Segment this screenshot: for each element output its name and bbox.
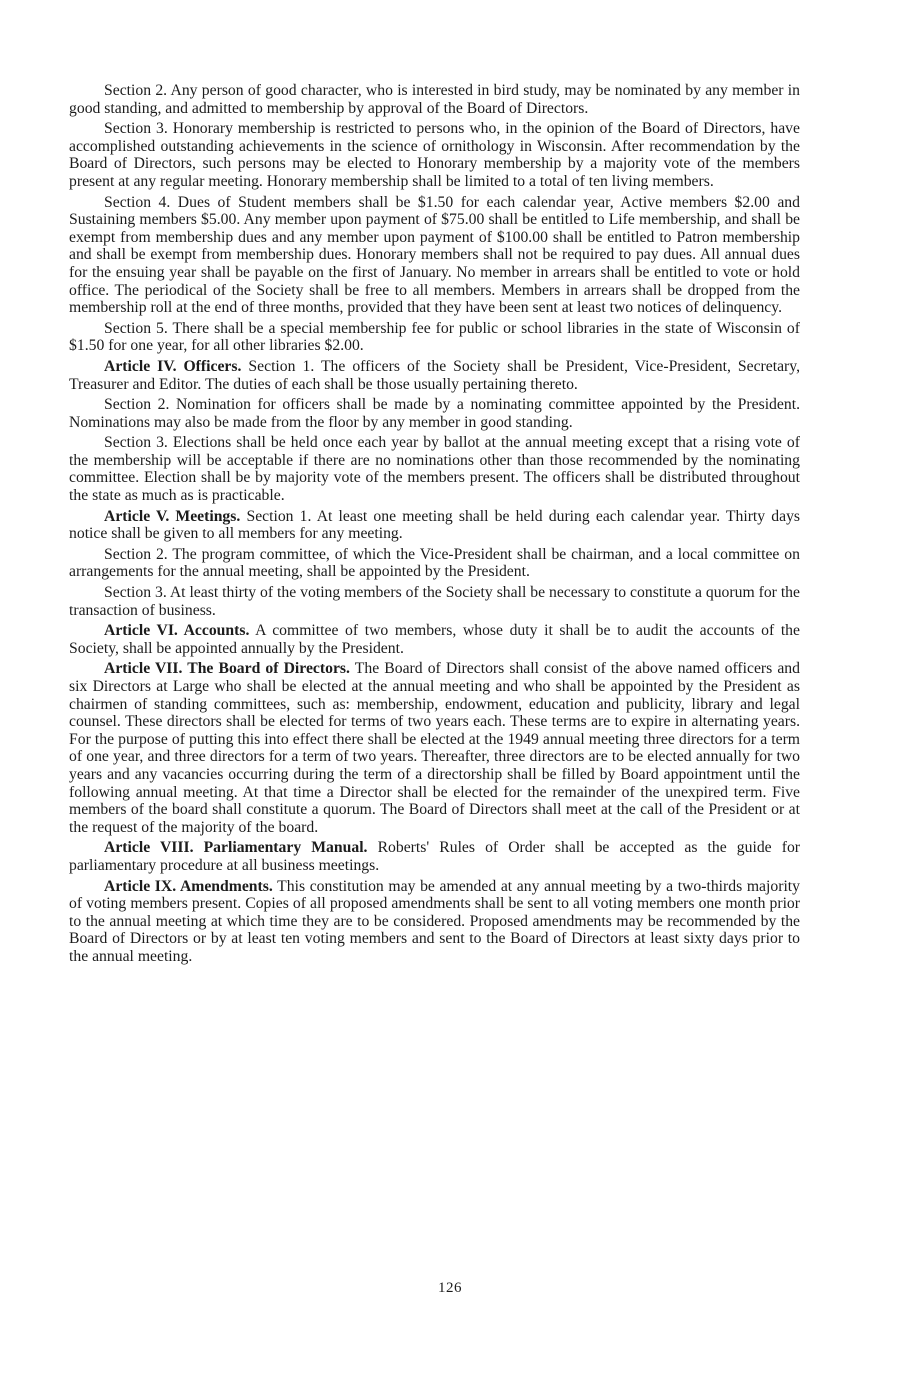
paragraph-meetings-section-2 <box>69 546 800 581</box>
paragraph-text: Section 1. The officers of the Society shall be President, Vice-President, Secretary, Treasurer and Editor. The duties of each shall be those usually pertaining thereto. <box>69 357 801 393</box>
paragraph-text: This constitution may be amended at any annual meeting by a two-thirds majority of voting members present. Copies of all proposed amendments shall be sent to all voting members one month prior to the annual meeting at which time they are to be considered. Proposed amendments may be recommended by the Board of Directors or by at least ten voting members and sent to the Board of Directors at least sixty days prior to the annual meeting. <box>69 877 800 965</box>
paragraph-article-ix <box>69 878 800 966</box>
paragraph-officers-section-2 <box>69 396 800 431</box>
paragraph-membership-section-5 <box>69 320 800 355</box>
paragraph-text: Roberts' Rules of Order shall be accepted as the guide for parliamentary procedure at all business meetings. <box>69 839 801 874</box>
paragraph-membership-section-3 <box>69 120 800 190</box>
paragraph-text: Section 2. Nomination for officers shall be made by a nominating committee appointed by the President. Nominations may also be made from the floor by any member in good standing. <box>69 396 800 431</box>
paragraph-article-iv <box>69 358 800 393</box>
paragraph-text: Section 5. There shall be a special membership fee for public or school libraries in the state of Wisconsin of $1.50 for one year, for all other libraries $2.00. <box>69 319 800 355</box>
paragraph-text: Section 4. Dues of Student members shall be $1.50 for each calendar year, Active members $2.00 and Sustaining members $5.00. Any member upon payment of $75.00 shall be entitled to Life membership, and shall be exempt from membership dues and any member upon payment of $100.00 shall be entitled to Patron membership and shall be exempt from membership dues. Honorary members shall not be required to pay dues. All annual dues for the ensuing year shall be payable on the first of January. No member in arrears shall be entitled to vote or hold office. The periodical of the Society shall be free to all members. Members in arrears shall be dropped from the membership roll at the end of three months, provided that they have been sent at least two notices of delinquency. <box>69 193 800 317</box>
paragraph-text: A committee of two members, whose duty it shall be to audit the accounts of the Society, shall be appointed annually by the President. <box>69 622 800 657</box>
article-heading: Article VI. Accounts. <box>104 622 250 640</box>
paragraph-article-vii <box>69 660 800 836</box>
paragraph-text: The Board of Directors shall consist of the above named officers and six Directors at Large who shall be elected at the annual meeting and who shall be appointed by the President as chairmen of standing committees, such as: membership, endowment, education and publicity, library and legal counsel. These directors shall be elected for terms of two years each. These terms are to expire in alternating years. For the purpose of putting this into effect there shall be elected at the 1949 annual meeting three directors for a term of one year, and three directors for a term of two years. Thereafter, three directors are to be elected annually for two years and any vacancies occurring during the term of a directorship shall be filled by Board appointment until the following annual meeting. At that time a Director shall be elected for the remainder of the unexpired term. Five members of the board shall constitute a quorum. The Board of Directors shall meet at the call of the President or at the request of the majority of the board. <box>69 660 800 836</box>
paragraph-officers-section-3 <box>69 434 800 504</box>
article-heading: Article VIII. Parliamentary Manual. <box>104 839 368 857</box>
article-heading: Article IX. Amendments. <box>104 877 273 895</box>
paragraph-membership-section-4 <box>69 194 800 317</box>
paragraph-text: Section 2. The program committee, of which the Vice-President shall be chairman, and a local committee on arrangements for the annual meeting, shall be appointed by the President. <box>69 545 800 581</box>
article-heading: Article VII. The Board of Directors. <box>104 660 350 678</box>
article-heading: Article V. Meetings. <box>104 507 241 525</box>
article-heading: Article IV. Officers. <box>104 357 242 375</box>
paragraph-meetings-section-3 <box>69 584 800 619</box>
paragraph-text: Section 2. Any person of good character, who is interested in bird study, may be nominated by any member in good standing, and admitted to membership by approval of the Board of Directors. <box>69 82 800 117</box>
paragraph-article-vi <box>69 622 800 657</box>
paragraph-text: Section 3. Elections shall be held once each year by ballot at the annual meeting except that a rising vote of the membership will be acceptable if there are no nominations other than those recommended by the nominating committee. Election shall be by majority vote of the members present. The officers shall be distributed throughout the state as much as is practicable. <box>69 434 800 505</box>
paragraph-article-v <box>69 508 800 543</box>
paragraph-membership-section-2 <box>69 82 800 117</box>
paragraph-text: Section 3. At least thirty of the voting members of the Society shall be necessary to constitute a quorum for the transaction of business. <box>69 584 800 619</box>
paragraph-text: Section 1. At least one meeting shall be held during each calendar year. Thirty days notice shall be given to all members for any meeting. <box>69 507 801 543</box>
paragraph-text: Section 3. Honorary membership is restricted to persons who, in the opinion of the Board of Directors, have accomplished outstanding achievements in the science of ornithology in Wisconsin. After recommendation by the Board of Directors, such persons may be elected to Honorary membership by a majority vote of the members present at any regular meeting. Honorary membership shall be limited to a total of ten living members. <box>69 120 800 190</box>
page-number: 126 <box>438 1280 462 1296</box>
paragraph-article-viii <box>69 839 800 874</box>
